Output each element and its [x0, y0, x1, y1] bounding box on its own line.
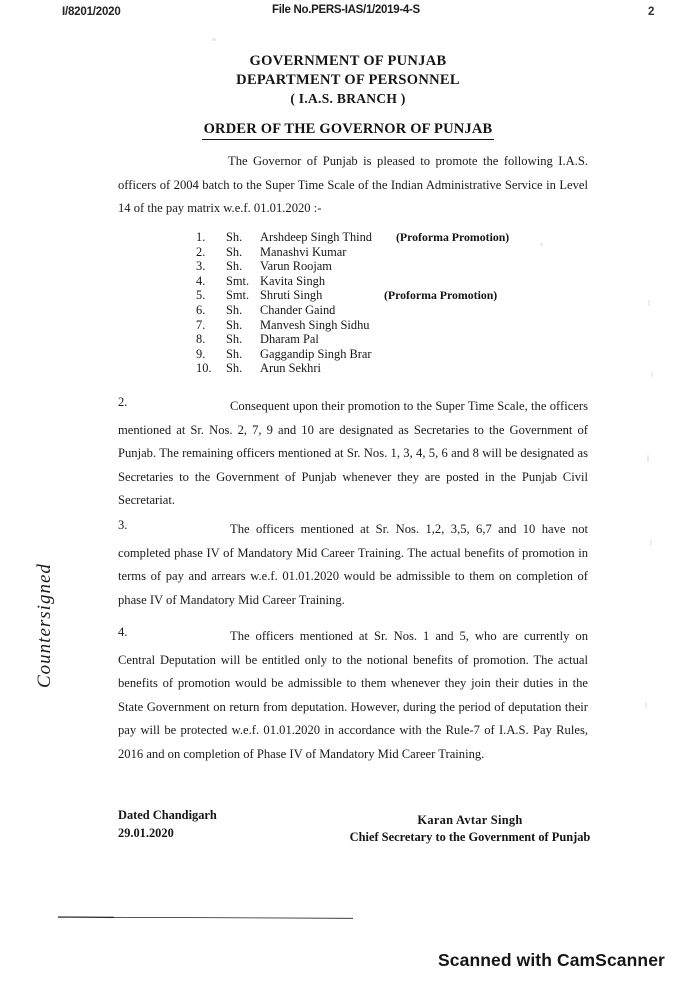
officer-list-item	[196, 230, 596, 245]
officer-serial-number: 2.	[196, 244, 206, 259]
officer-promotion-note: (Proforma Promotion)	[396, 230, 510, 244]
officer-serial-number: 5.	[196, 288, 206, 303]
intro-paragraph: The Governor of Punjab is pleased to promote the following I.A.S. officers of 2004 batch to the Super Time Scale of the Indian Administrative Service in Level 14 of the pay matrix w.e.f. 01.01.2020 :-	[118, 154, 588, 215]
scan-speckle	[647, 455, 649, 462]
officer-name: Varun Roojam	[260, 259, 332, 274]
masthead-government-line: GOVERNMENT OF PUNJAB	[249, 53, 447, 69]
officer-salutation: Sh.	[226, 346, 243, 361]
signatory-name: Karan Avtar Singh	[417, 813, 523, 827]
signatory-block	[320, 812, 620, 846]
dated-place: Dated Chandigarh	[118, 808, 217, 822]
officer-name: Arun Sekhri	[260, 361, 321, 376]
scan-speckle	[212, 38, 216, 41]
officer-list-item	[196, 245, 596, 260]
officer-name: Manashvi Kumar	[260, 244, 347, 259]
order-title: ORDER OF THE GOVERNOR OF PUNJAB	[202, 121, 495, 140]
date-block	[118, 806, 217, 842]
officer-serial-number: 6.	[196, 302, 206, 317]
header-file-number: File No.PERS-IAS/1/2019-4-S	[272, 4, 420, 16]
officer-list-item	[196, 259, 596, 274]
camscanner-watermark: Scanned with CamScanner	[438, 950, 665, 970]
header-reference-number: I/8201/2020	[62, 6, 121, 18]
officer-list-item	[196, 288, 596, 303]
ink-stroke-mark	[58, 916, 353, 919]
officer-name: Shruti Singh	[260, 288, 323, 303]
officer-serial-number: 4.	[196, 273, 206, 288]
masthead-branch-line: ( I.A.S. BRANCH )	[290, 90, 406, 106]
officer-list-item	[196, 361, 596, 376]
document-header	[0, 4, 696, 26]
officer-salutation: Sh.	[226, 259, 243, 274]
order-title-container	[0, 120, 696, 140]
dated-date: 29.01.2020	[118, 826, 174, 840]
scan-speckle	[648, 300, 650, 306]
scan-speckle	[540, 243, 543, 246]
header-page-number: 2	[648, 6, 655, 18]
officer-list-item	[196, 274, 596, 289]
officer-list-item	[196, 318, 596, 333]
officer-list-item	[196, 303, 596, 318]
officer-salutation: Sh.	[226, 302, 243, 317]
paragraph-4-number: 4.	[118, 625, 128, 639]
scan-speckle	[650, 540, 652, 545]
paragraph-2-number: 2.	[118, 395, 128, 409]
officer-name: Dharam Pal	[260, 332, 319, 347]
officer-list-item	[196, 347, 596, 362]
masthead-department-line: DEPARTMENT OF PERSONNEL	[236, 71, 460, 88]
officer-name: Arshdeep Singh Thind	[260, 230, 372, 244]
paragraph-2: Consequent upon their promotion to the Super Time Scale, the officers mentioned at Sr. Nos. 2, 7, 9 and 10 are designated as Secretaries to the Government of Punjab. The remaining officers mentioned at Sr. Nos. 1, 3, 4, 5, 6 and 8 will be designated as Secretaries to the Government of Punjab whenever they are posted in the Punjab Civil Secretariat.	[118, 399, 588, 507]
scan-speckle	[645, 702, 647, 708]
paragraph-3-number: 3.	[118, 518, 128, 532]
officer-name: Gaggandip Singh Brar	[260, 346, 372, 361]
officer-salutation: Sh.	[226, 244, 243, 259]
officer-serial-number: 9.	[196, 346, 206, 361]
paragraph-3: The officers mentioned at Sr. Nos. 1,2, 3,5, 6,7 and 10 have not completed phase IV of Mandatory Mid Career Training. The actual benefits of promotion in terms of pay and arrears w.e.f. 01.01.2020 would be admissible to them on completion of phase IV of Mandatory Mid Career Training.	[118, 522, 588, 607]
masthead	[0, 52, 696, 107]
officer-promotion-note: (Proforma Promotion)	[384, 288, 498, 303]
officer-name: Manvesh Singh Sidhu	[260, 317, 370, 332]
officer-serial-number: 7.	[196, 317, 206, 332]
officer-salutation: Sh.	[226, 317, 243, 332]
officer-name: Kavita Singh	[260, 273, 326, 288]
officer-salutation: Sh.	[226, 332, 243, 347]
paragraph-4: The officers mentioned at Sr. Nos. 1 and 5, who are currently on Central Deputation will be entitled only to the notional benefits of promotion. The actual benefits of promotion would be admissible to them whenever they join their duties in the State Government on return from deputation. However, during the period of deputation their pay will be protected w.e.f. 01.01.2020 in accordance with the Rule-7 of I.A.S. Pay Rules, 2016 and on completion of Phase IV of Mandatory Mid Career Training.	[118, 629, 588, 761]
officer-serial-number: 1.	[196, 230, 206, 244]
officer-serial-number: 3.	[196, 259, 206, 274]
officer-salutation: Smt.	[226, 273, 250, 288]
officer-name: Chander Gaind	[260, 302, 336, 317]
handwritten-margin-note: Countersigned	[34, 563, 55, 688]
officer-salutation: Smt.	[226, 288, 250, 303]
scan-speckle	[651, 372, 653, 377]
officer-list	[196, 230, 596, 376]
signatory-designation: Chief Secretary to the Government of Punjab	[349, 830, 591, 844]
officer-serial-number: 8.	[196, 332, 206, 347]
officer-serial-number: 10.	[196, 361, 212, 376]
officer-list-item	[196, 332, 596, 347]
officer-salutation: Sh.	[226, 230, 243, 244]
officer-salutation: Sh.	[226, 361, 243, 376]
